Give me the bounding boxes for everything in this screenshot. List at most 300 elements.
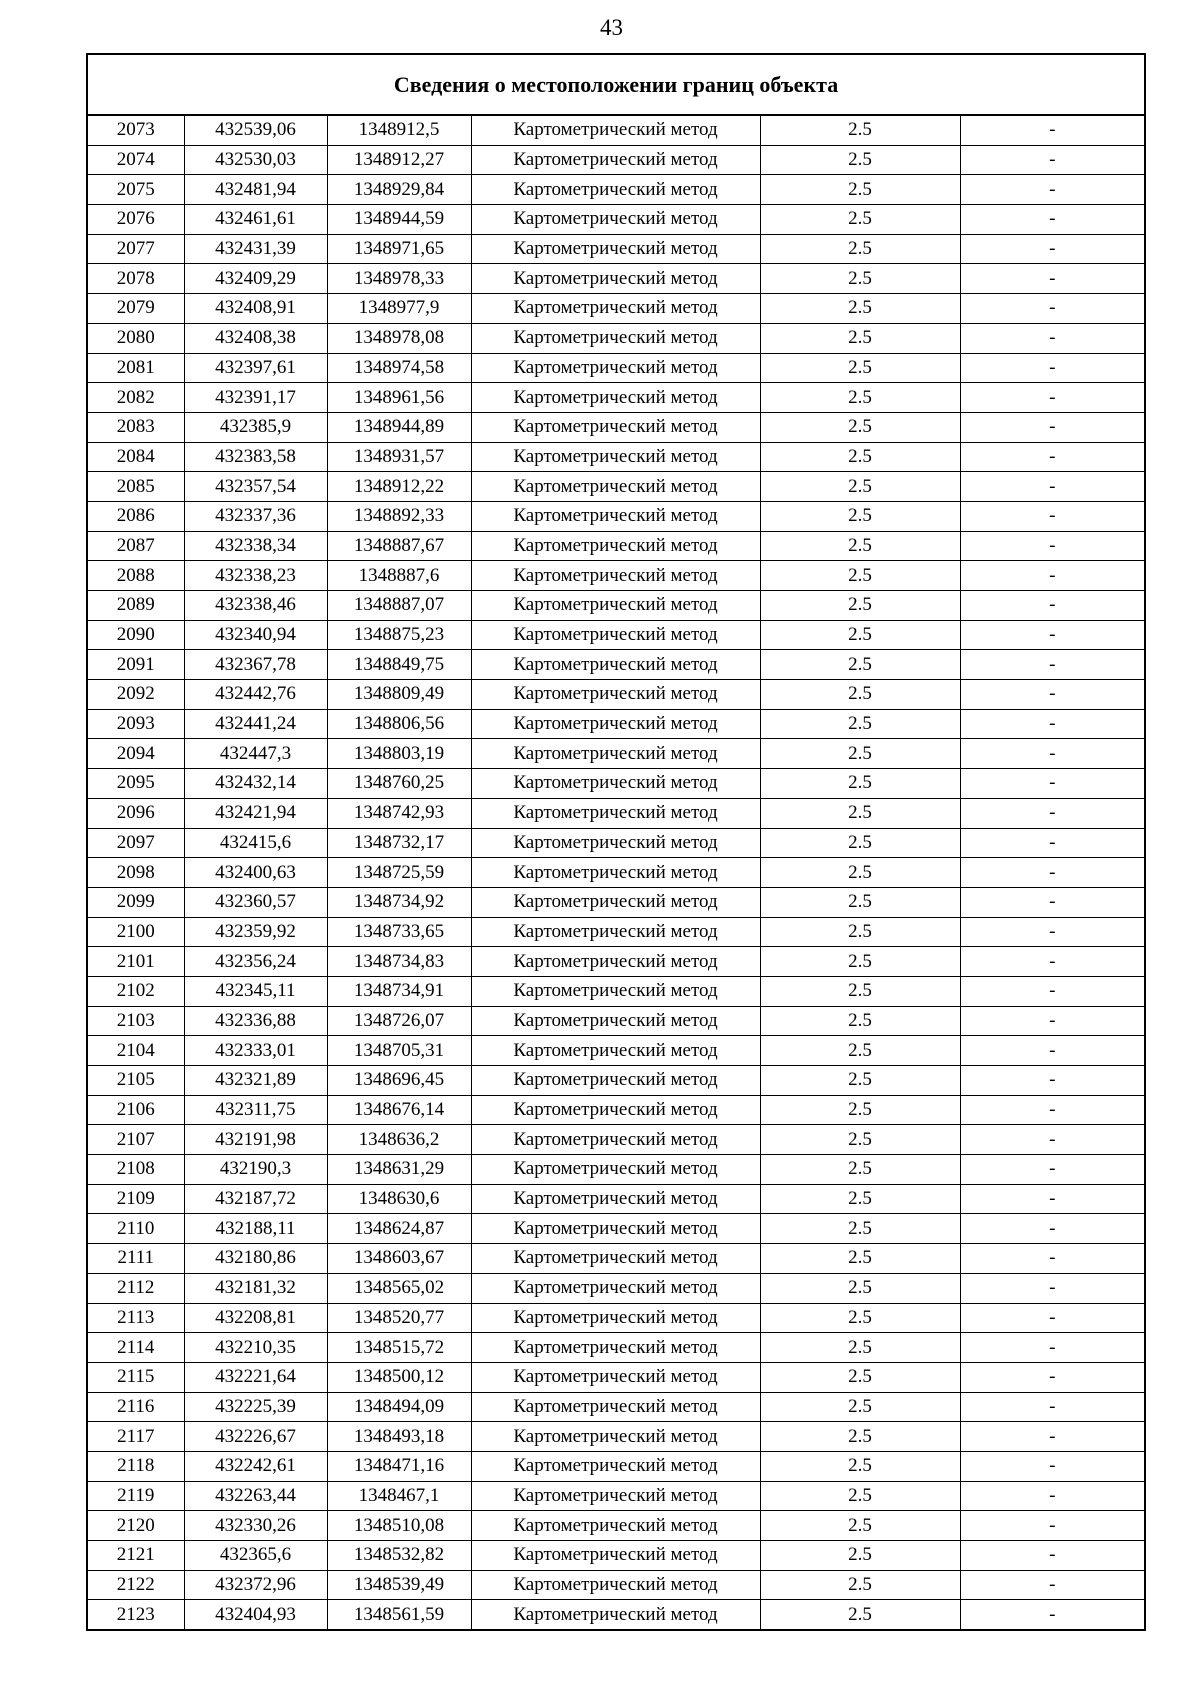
description-cell: -: [960, 1184, 1145, 1214]
table-row: [87, 1184, 1145, 1214]
method-cell: Картометрический метод: [471, 145, 760, 175]
table-row: [87, 976, 1145, 1006]
x-coordinate-cell: 432242,61: [184, 1451, 327, 1481]
description-cell: -: [960, 620, 1145, 650]
description-cell: -: [960, 1481, 1145, 1511]
y-coordinate-cell: 1348561,59: [327, 1600, 471, 1630]
point-number-cell: 2104: [87, 1036, 184, 1066]
method-cell: Картометрический метод: [471, 1392, 760, 1422]
y-coordinate-cell: 1348977,9: [327, 294, 471, 324]
accuracy-cell: 2.5: [760, 1066, 960, 1096]
accuracy-cell: 2.5: [760, 1125, 960, 1155]
y-coordinate-cell: 1348630,6: [327, 1184, 471, 1214]
description-cell: -: [960, 472, 1145, 502]
accuracy-cell: 2.5: [760, 769, 960, 799]
description-cell: -: [960, 383, 1145, 413]
description-cell: -: [960, 828, 1145, 858]
point-number-cell: 2099: [87, 887, 184, 917]
point-number-cell: 2108: [87, 1155, 184, 1185]
accuracy-cell: 2.5: [760, 709, 960, 739]
method-cell: Картометрический метод: [471, 798, 760, 828]
description-cell: -: [960, 531, 1145, 561]
y-coordinate-cell: 1348760,25: [327, 769, 471, 799]
accuracy-cell: 2.5: [760, 1481, 960, 1511]
x-coordinate-cell: 432421,94: [184, 798, 327, 828]
point-number-cell: 2121: [87, 1541, 184, 1571]
x-coordinate-cell: 432191,98: [184, 1125, 327, 1155]
y-coordinate-cell: 1348726,07: [327, 1006, 471, 1036]
accuracy-cell: 2.5: [760, 1392, 960, 1422]
point-number-cell: 2079: [87, 294, 184, 324]
accuracy-cell: 2.5: [760, 442, 960, 472]
x-coordinate-cell: 432338,23: [184, 561, 327, 591]
x-coordinate-cell: 432311,75: [184, 1095, 327, 1125]
table-row: [87, 917, 1145, 947]
x-coordinate-cell: 432338,34: [184, 531, 327, 561]
accuracy-cell: 2.5: [760, 650, 960, 680]
x-coordinate-cell: 432359,92: [184, 917, 327, 947]
method-cell: Картометрический метод: [471, 175, 760, 205]
x-coordinate-cell: 432321,89: [184, 1066, 327, 1096]
description-cell: -: [960, 1392, 1145, 1422]
accuracy-cell: 2.5: [760, 739, 960, 769]
y-coordinate-cell: 1348624,87: [327, 1214, 471, 1244]
method-cell: Картометрический метод: [471, 1333, 760, 1363]
x-coordinate-cell: 432431,39: [184, 234, 327, 264]
description-cell: -: [960, 1333, 1145, 1363]
x-coordinate-cell: 432188,11: [184, 1214, 327, 1244]
x-coordinate-cell: 432391,17: [184, 383, 327, 413]
y-coordinate-cell: 1348809,49: [327, 680, 471, 710]
table-row: [87, 1006, 1145, 1036]
boundary-coordinates-table: [86, 53, 1146, 1631]
description-cell: -: [960, 1600, 1145, 1630]
point-number-cell: 2094: [87, 739, 184, 769]
y-coordinate-cell: 1348944,89: [327, 412, 471, 442]
description-cell: -: [960, 1066, 1145, 1096]
table-row: [87, 769, 1145, 799]
description-cell: -: [960, 709, 1145, 739]
table-row: [87, 1451, 1145, 1481]
method-cell: Картометрический метод: [471, 1125, 760, 1155]
accuracy-cell: 2.5: [760, 680, 960, 710]
accuracy-cell: 2.5: [760, 1511, 960, 1541]
table-row: [87, 1036, 1145, 1066]
table-row: [87, 1600, 1145, 1630]
y-coordinate-cell: 1348510,08: [327, 1511, 471, 1541]
point-number-cell: 2081: [87, 353, 184, 383]
point-number-cell: 2118: [87, 1451, 184, 1481]
point-number-cell: 2098: [87, 858, 184, 888]
description-cell: -: [960, 917, 1145, 947]
description-cell: -: [960, 591, 1145, 621]
point-number-cell: 2110: [87, 1214, 184, 1244]
method-cell: Картометрический метод: [471, 1095, 760, 1125]
point-number-cell: 2115: [87, 1362, 184, 1392]
accuracy-cell: 2.5: [760, 234, 960, 264]
y-coordinate-cell: 1348971,65: [327, 234, 471, 264]
point-number-cell: 2086: [87, 501, 184, 531]
accuracy-cell: 2.5: [760, 1303, 960, 1333]
method-cell: Картометрический метод: [471, 1184, 760, 1214]
point-number-cell: 2074: [87, 145, 184, 175]
y-coordinate-cell: 1348467,1: [327, 1481, 471, 1511]
accuracy-cell: 2.5: [760, 1422, 960, 1452]
x-coordinate-cell: 432187,72: [184, 1184, 327, 1214]
x-coordinate-cell: 432357,54: [184, 472, 327, 502]
accuracy-cell: 2.5: [760, 1333, 960, 1363]
y-coordinate-cell: 1348734,91: [327, 976, 471, 1006]
method-cell: Картометрический метод: [471, 1362, 760, 1392]
table-row: [87, 1333, 1145, 1363]
description-cell: -: [960, 115, 1145, 145]
table-row: [87, 739, 1145, 769]
x-coordinate-cell: 432210,35: [184, 1333, 327, 1363]
y-coordinate-cell: 1348912,5: [327, 115, 471, 145]
x-coordinate-cell: 432385,9: [184, 412, 327, 442]
point-number-cell: 2085: [87, 472, 184, 502]
point-number-cell: 2093: [87, 709, 184, 739]
point-number-cell: 2103: [87, 1006, 184, 1036]
point-number-cell: 2091: [87, 650, 184, 680]
x-coordinate-cell: 432356,24: [184, 947, 327, 977]
method-cell: Картометрический метод: [471, 531, 760, 561]
accuracy-cell: 2.5: [760, 887, 960, 917]
table-row: [87, 531, 1145, 561]
table-row: [87, 115, 1145, 145]
method-cell: Картометрический метод: [471, 1481, 760, 1511]
table-row: [87, 650, 1145, 680]
x-coordinate-cell: 432400,63: [184, 858, 327, 888]
x-coordinate-cell: 432539,06: [184, 115, 327, 145]
description-cell: -: [960, 1362, 1145, 1392]
method-cell: Картометрический метод: [471, 917, 760, 947]
method-cell: Картометрический метод: [471, 1155, 760, 1185]
description-cell: -: [960, 264, 1145, 294]
description-cell: -: [960, 1273, 1145, 1303]
point-number-cell: 2113: [87, 1303, 184, 1333]
point-number-cell: 2123: [87, 1600, 184, 1630]
x-coordinate-cell: 432372,96: [184, 1570, 327, 1600]
accuracy-cell: 2.5: [760, 1362, 960, 1392]
point-number-cell: 2082: [87, 383, 184, 413]
table-row: [87, 828, 1145, 858]
method-cell: Картометрический метод: [471, 353, 760, 383]
y-coordinate-cell: 1348875,23: [327, 620, 471, 650]
description-cell: -: [960, 1244, 1145, 1274]
x-coordinate-cell: 432181,32: [184, 1273, 327, 1303]
description-cell: -: [960, 739, 1145, 769]
method-cell: Картометрический метод: [471, 234, 760, 264]
method-cell: Картометрический метод: [471, 1511, 760, 1541]
description-cell: -: [960, 145, 1145, 175]
method-cell: Картометрический метод: [471, 828, 760, 858]
description-cell: -: [960, 769, 1145, 799]
table-row: [87, 1362, 1145, 1392]
y-coordinate-cell: 1348887,67: [327, 531, 471, 561]
y-coordinate-cell: 1348603,67: [327, 1244, 471, 1274]
table-row: [87, 947, 1145, 977]
description-cell: -: [960, 887, 1145, 917]
table-row: [87, 1273, 1145, 1303]
description-cell: -: [960, 1006, 1145, 1036]
point-number-cell: 2075: [87, 175, 184, 205]
method-cell: Картометрический метод: [471, 620, 760, 650]
point-number-cell: 2112: [87, 1273, 184, 1303]
table-row: [87, 1422, 1145, 1452]
description-cell: -: [960, 205, 1145, 235]
accuracy-cell: 2.5: [760, 531, 960, 561]
point-number-cell: 2100: [87, 917, 184, 947]
point-number-cell: 2117: [87, 1422, 184, 1452]
x-coordinate-cell: 432447,3: [184, 739, 327, 769]
description-cell: -: [960, 1125, 1145, 1155]
description-cell: -: [960, 1541, 1145, 1571]
point-number-cell: 2105: [87, 1066, 184, 1096]
description-cell: -: [960, 1570, 1145, 1600]
y-coordinate-cell: 1348806,56: [327, 709, 471, 739]
y-coordinate-cell: 1348803,19: [327, 739, 471, 769]
method-cell: Картометрический метод: [471, 1570, 760, 1600]
table-row: [87, 1066, 1145, 1096]
table-row: [87, 858, 1145, 888]
table-row: [87, 709, 1145, 739]
accuracy-cell: 2.5: [760, 1244, 960, 1274]
accuracy-cell: 2.5: [760, 828, 960, 858]
point-number-cell: 2122: [87, 1570, 184, 1600]
accuracy-cell: 2.5: [760, 383, 960, 413]
x-coordinate-cell: 432481,94: [184, 175, 327, 205]
x-coordinate-cell: 432409,29: [184, 264, 327, 294]
y-coordinate-cell: 1348912,27: [327, 145, 471, 175]
table-row: [87, 353, 1145, 383]
point-number-cell: 2073: [87, 115, 184, 145]
accuracy-cell: 2.5: [760, 1095, 960, 1125]
description-cell: -: [960, 1214, 1145, 1244]
description-cell: -: [960, 1095, 1145, 1125]
x-coordinate-cell: 432404,93: [184, 1600, 327, 1630]
x-coordinate-cell: 432432,14: [184, 769, 327, 799]
x-coordinate-cell: 432461,61: [184, 205, 327, 235]
x-coordinate-cell: 432338,46: [184, 591, 327, 621]
accuracy-cell: 2.5: [760, 798, 960, 828]
method-cell: Картометрический метод: [471, 858, 760, 888]
method-cell: Картометрический метод: [471, 501, 760, 531]
accuracy-cell: 2.5: [760, 412, 960, 442]
x-coordinate-cell: 432221,64: [184, 1362, 327, 1392]
y-coordinate-cell: 1348494,09: [327, 1392, 471, 1422]
x-coordinate-cell: 432340,94: [184, 620, 327, 650]
method-cell: Картометрический метод: [471, 1273, 760, 1303]
accuracy-cell: 2.5: [760, 175, 960, 205]
y-coordinate-cell: 1348725,59: [327, 858, 471, 888]
accuracy-cell: 2.5: [760, 561, 960, 591]
method-cell: Картометрический метод: [471, 1244, 760, 1274]
point-number-cell: 2092: [87, 680, 184, 710]
accuracy-cell: 2.5: [760, 620, 960, 650]
table-row: [87, 1481, 1145, 1511]
y-coordinate-cell: 1348493,18: [327, 1422, 471, 1452]
x-coordinate-cell: 432397,61: [184, 353, 327, 383]
table-row: [87, 591, 1145, 621]
accuracy-cell: 2.5: [760, 1273, 960, 1303]
point-number-cell: 2096: [87, 798, 184, 828]
accuracy-cell: 2.5: [760, 1600, 960, 1630]
point-number-cell: 2097: [87, 828, 184, 858]
y-coordinate-cell: 1348978,33: [327, 264, 471, 294]
x-coordinate-cell: 432333,01: [184, 1036, 327, 1066]
method-cell: Картометрический метод: [471, 264, 760, 294]
point-number-cell: 2077: [87, 234, 184, 264]
method-cell: Картометрический метод: [471, 591, 760, 621]
accuracy-cell: 2.5: [760, 353, 960, 383]
method-cell: Картометрический метод: [471, 1303, 760, 1333]
description-cell: -: [960, 501, 1145, 531]
table-row: [87, 561, 1145, 591]
y-coordinate-cell: 1348974,58: [327, 353, 471, 383]
y-coordinate-cell: 1348849,75: [327, 650, 471, 680]
method-cell: Картометрический метод: [471, 680, 760, 710]
table-row: [87, 442, 1145, 472]
description-cell: -: [960, 1511, 1145, 1541]
description-cell: -: [960, 680, 1145, 710]
y-coordinate-cell: 1348532,82: [327, 1541, 471, 1571]
y-coordinate-cell: 1348892,33: [327, 501, 471, 531]
description-cell: -: [960, 1155, 1145, 1185]
description-cell: -: [960, 1036, 1145, 1066]
table-row: [87, 1125, 1145, 1155]
description-cell: -: [960, 1422, 1145, 1452]
method-cell: Картометрический метод: [471, 1036, 760, 1066]
accuracy-cell: 2.5: [760, 1184, 960, 1214]
method-cell: Картометрический метод: [471, 323, 760, 353]
point-number-cell: 2087: [87, 531, 184, 561]
description-cell: -: [960, 353, 1145, 383]
point-number-cell: 2083: [87, 412, 184, 442]
y-coordinate-cell: 1348539,49: [327, 1570, 471, 1600]
table-row: [87, 1214, 1145, 1244]
table-row: [87, 1303, 1145, 1333]
method-cell: Картометрический метод: [471, 1541, 760, 1571]
y-coordinate-cell: 1348631,29: [327, 1155, 471, 1185]
point-number-cell: 2116: [87, 1392, 184, 1422]
accuracy-cell: 2.5: [760, 1214, 960, 1244]
method-cell: Картометрический метод: [471, 650, 760, 680]
y-coordinate-cell: 1348978,08: [327, 323, 471, 353]
method-cell: Картометрический метод: [471, 769, 760, 799]
y-coordinate-cell: 1348636,2: [327, 1125, 471, 1155]
x-coordinate-cell: 432226,67: [184, 1422, 327, 1452]
description-cell: -: [960, 798, 1145, 828]
description-cell: -: [960, 442, 1145, 472]
method-cell: Картометрический метод: [471, 115, 760, 145]
method-cell: Картометрический метод: [471, 1214, 760, 1244]
point-number-cell: 2106: [87, 1095, 184, 1125]
accuracy-cell: 2.5: [760, 294, 960, 324]
x-coordinate-cell: 432336,88: [184, 1006, 327, 1036]
method-cell: Картометрический метод: [471, 383, 760, 413]
x-coordinate-cell: 432383,58: [184, 442, 327, 472]
x-coordinate-cell: 432530,03: [184, 145, 327, 175]
table-row: [87, 264, 1145, 294]
table-row: [87, 680, 1145, 710]
method-cell: Картометрический метод: [471, 442, 760, 472]
accuracy-cell: 2.5: [760, 858, 960, 888]
table-row: [87, 501, 1145, 531]
table-row: [87, 1570, 1145, 1600]
table-row: [87, 383, 1145, 413]
accuracy-cell: 2.5: [760, 1155, 960, 1185]
x-coordinate-cell: 432408,91: [184, 294, 327, 324]
x-coordinate-cell: 432367,78: [184, 650, 327, 680]
accuracy-cell: 2.5: [760, 1541, 960, 1571]
x-coordinate-cell: 432345,11: [184, 976, 327, 1006]
table-row: [87, 1541, 1145, 1571]
table-row: [87, 1155, 1145, 1185]
y-coordinate-cell: 1348742,93: [327, 798, 471, 828]
method-cell: Картометрический метод: [471, 947, 760, 977]
accuracy-cell: 2.5: [760, 947, 960, 977]
y-coordinate-cell: 1348520,77: [327, 1303, 471, 1333]
y-coordinate-cell: 1348912,22: [327, 472, 471, 502]
description-cell: -: [960, 650, 1145, 680]
x-coordinate-cell: 432441,24: [184, 709, 327, 739]
y-coordinate-cell: 1348929,84: [327, 175, 471, 205]
method-cell: Картометрический метод: [471, 294, 760, 324]
y-coordinate-cell: 1348500,12: [327, 1362, 471, 1392]
method-cell: Картометрический метод: [471, 412, 760, 442]
y-coordinate-cell: 1348944,59: [327, 205, 471, 235]
accuracy-cell: 2.5: [760, 1006, 960, 1036]
point-number-cell: 2109: [87, 1184, 184, 1214]
point-number-cell: 2084: [87, 442, 184, 472]
method-cell: Картометрический метод: [471, 1422, 760, 1452]
accuracy-cell: 2.5: [760, 976, 960, 1006]
description-cell: -: [960, 175, 1145, 205]
accuracy-cell: 2.5: [760, 1036, 960, 1066]
table-row: [87, 1392, 1145, 1422]
table-row: [87, 1244, 1145, 1274]
accuracy-cell: 2.5: [760, 591, 960, 621]
accuracy-cell: 2.5: [760, 501, 960, 531]
x-coordinate-cell: 432415,6: [184, 828, 327, 858]
description-cell: -: [960, 412, 1145, 442]
point-number-cell: 2119: [87, 1481, 184, 1511]
y-coordinate-cell: 1348732,17: [327, 828, 471, 858]
table-row: [87, 234, 1145, 264]
method-cell: Картометрический метод: [471, 205, 760, 235]
accuracy-cell: 2.5: [760, 1570, 960, 1600]
point-number-cell: 2088: [87, 561, 184, 591]
description-cell: -: [960, 947, 1145, 977]
method-cell: Картометрический метод: [471, 472, 760, 502]
x-coordinate-cell: 432360,57: [184, 887, 327, 917]
y-coordinate-cell: 1348887,6: [327, 561, 471, 591]
point-number-cell: 2102: [87, 976, 184, 1006]
x-coordinate-cell: 432442,76: [184, 680, 327, 710]
accuracy-cell: 2.5: [760, 145, 960, 175]
point-number-cell: 2120: [87, 1511, 184, 1541]
table-body: [87, 54, 1145, 1630]
y-coordinate-cell: 1348734,83: [327, 947, 471, 977]
x-coordinate-cell: 432208,81: [184, 1303, 327, 1333]
y-coordinate-cell: 1348733,65: [327, 917, 471, 947]
point-number-cell: 2078: [87, 264, 184, 294]
description-cell: -: [960, 234, 1145, 264]
point-number-cell: 2080: [87, 323, 184, 353]
table-row: [87, 205, 1145, 235]
accuracy-cell: 2.5: [760, 323, 960, 353]
